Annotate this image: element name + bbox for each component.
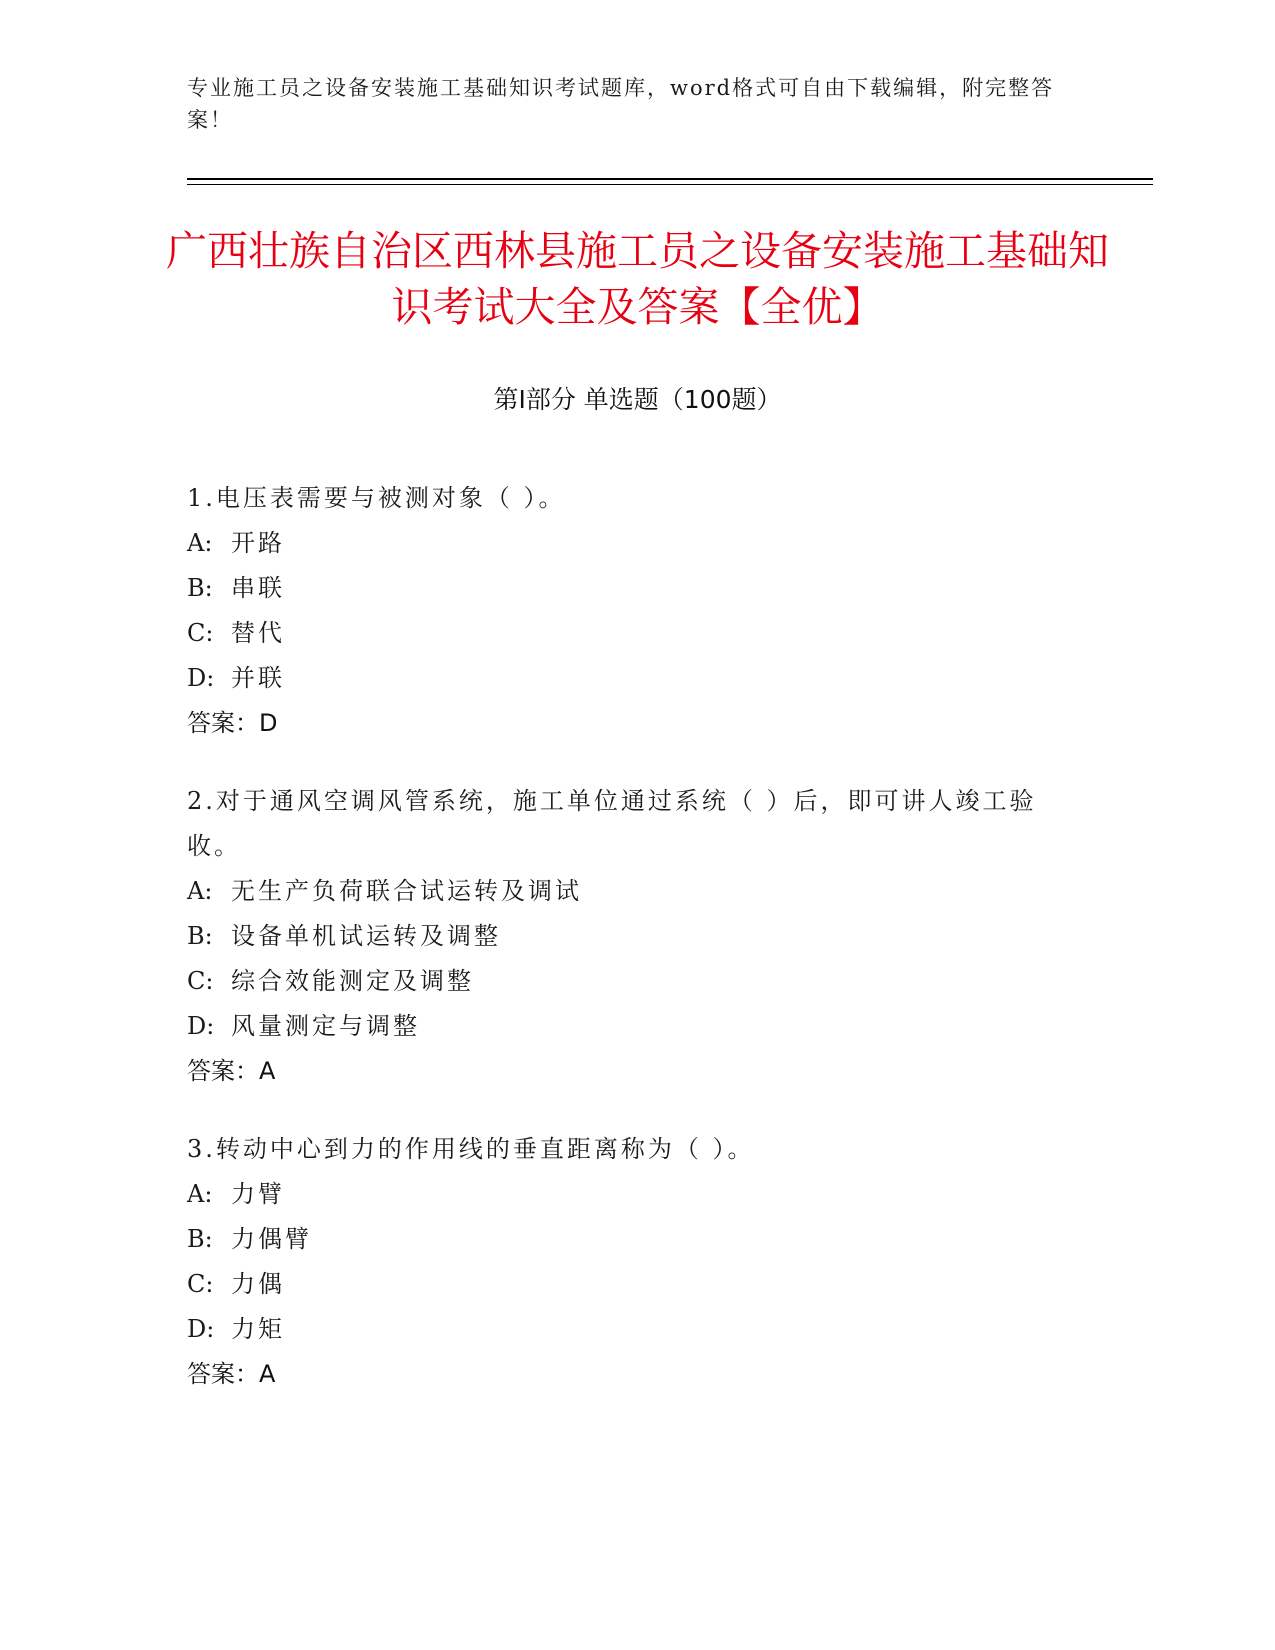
option-letter: B: xyxy=(187,574,213,602)
option-text: 风量测定与调整 xyxy=(231,1012,420,1040)
option-letter: B: xyxy=(187,922,213,950)
option-letter: C: xyxy=(187,967,214,995)
question-item xyxy=(187,1127,1067,1397)
option-text: 综合效能测定及调整 xyxy=(231,967,474,995)
answer-line: 答案：A xyxy=(187,1360,276,1388)
option-text: 并联 xyxy=(231,664,285,692)
option-b xyxy=(187,1217,1067,1262)
option-text: 设备单机试运转及调整 xyxy=(231,922,501,950)
option-a xyxy=(187,521,1067,566)
option-d xyxy=(187,1307,1067,1352)
option-c xyxy=(187,959,1067,1004)
question-stem: 2.对于通风空调风管系统，施工单位通过系统（ ）后，即可讲人竣工验收。 xyxy=(187,787,1037,860)
question-stem: 3.转动中心到力的作用线的垂直距离称为（ ）。 xyxy=(187,1135,755,1163)
option-letter: D: xyxy=(187,1012,215,1040)
option-text: 串联 xyxy=(231,574,285,602)
option-letter: B: xyxy=(187,1225,213,1253)
option-letter: D: xyxy=(187,1315,215,1343)
section-heading: 第Ⅰ部分 单选题（100题） xyxy=(493,385,782,414)
option-letter: D: xyxy=(187,664,215,692)
option-c xyxy=(187,611,1067,656)
option-letter: A: xyxy=(187,877,213,905)
option-a xyxy=(187,869,1067,914)
option-c xyxy=(187,1262,1067,1307)
option-d xyxy=(187,1004,1067,1049)
option-d xyxy=(187,656,1067,701)
option-text: 无生产负荷联合试运转及调试 xyxy=(231,877,582,905)
option-text: 开路 xyxy=(231,529,285,557)
answer-line: 答案：A xyxy=(187,1057,276,1085)
option-text: 替代 xyxy=(231,619,285,647)
option-letter: C: xyxy=(187,1270,214,1298)
option-letter: A: xyxy=(187,1180,213,1208)
question-item xyxy=(187,476,1067,746)
header-divider-thin xyxy=(187,184,1153,185)
option-text: 力臂 xyxy=(231,1180,285,1208)
option-b xyxy=(187,566,1067,611)
option-text: 力矩 xyxy=(231,1315,285,1343)
option-text: 力偶臂 xyxy=(231,1225,312,1253)
option-text: 力偶 xyxy=(231,1270,285,1298)
option-b xyxy=(187,914,1067,959)
question-list xyxy=(187,476,1067,1430)
document-title: 广西壮族自治区西林县施工员之设备安装施工基础知识考试大全及答案【全优】 xyxy=(166,227,1109,331)
option-letter: C: xyxy=(187,619,214,647)
header-divider-thick xyxy=(187,178,1153,180)
question-item xyxy=(187,779,1067,1094)
question-stem: 1.电压表需要与被测对象（ ）。 xyxy=(187,484,566,512)
option-a xyxy=(187,1172,1067,1217)
answer-line: 答案：D xyxy=(187,709,278,737)
option-letter: A: xyxy=(187,529,213,557)
header-note: 专业施工员之设备安装施工基础知识考试题库，word格式可自由下载编辑，附完整答案！ xyxy=(187,76,1055,132)
